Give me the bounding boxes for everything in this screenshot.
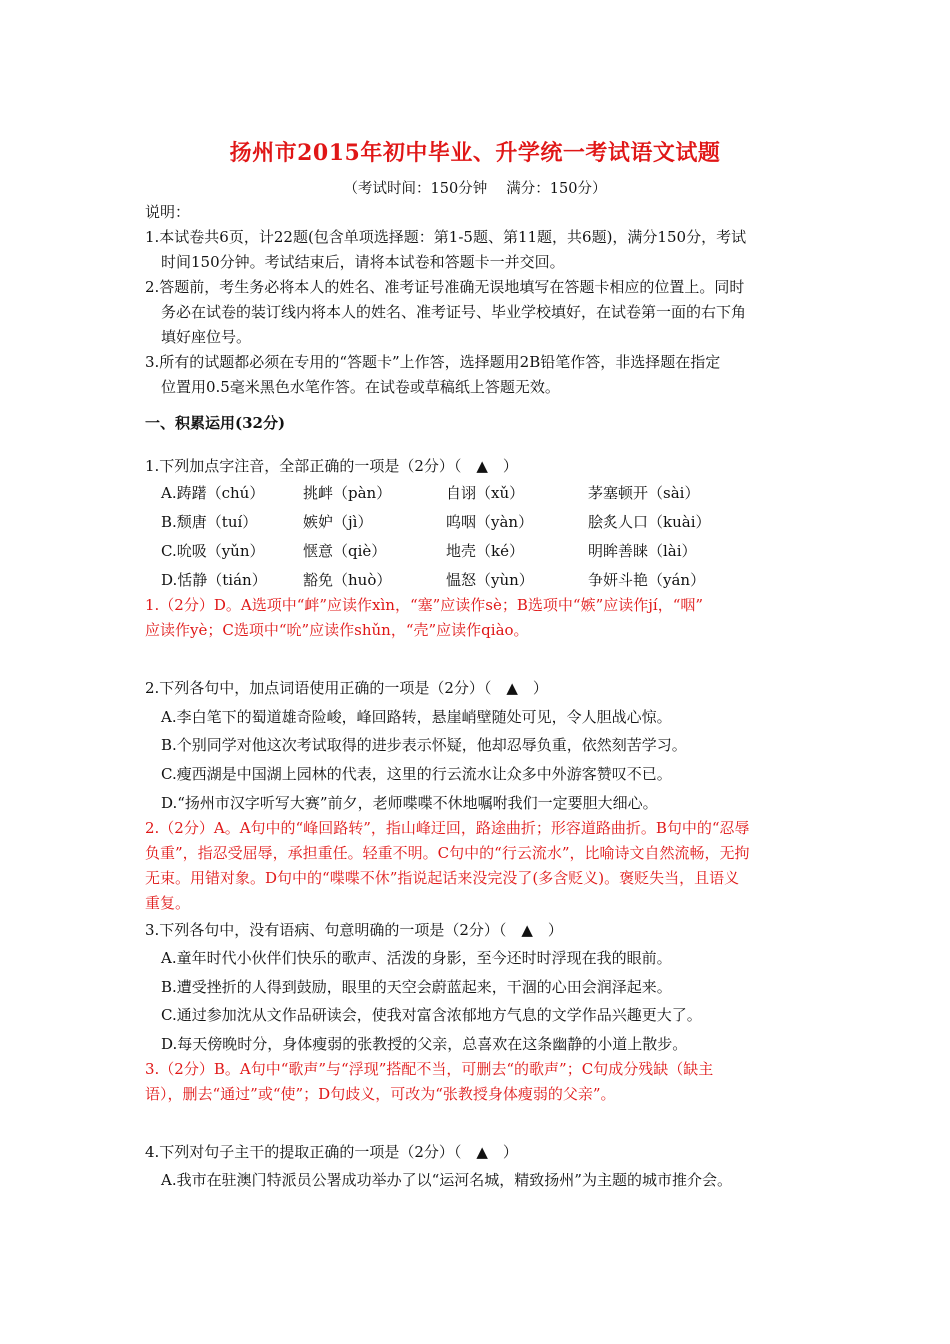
note-2-line-2: 务必在试卷的装订线内将本人的姓名、准考证号、毕业学校填好，在试卷第一面的右下角 [161,303,747,321]
q1-row-d-col-3: 愠怒（yùn） [446,571,534,589]
q1-row-c-col-2: 惬意（qiè） [303,542,387,560]
q4-stem: 4.下列对句子主干的提取正确的一项是（2分）（ ▲ ） [145,1143,518,1161]
q1-row-c-col-4: 明眸善睐（lài） [588,542,697,560]
section-heading: 一、积累运用(32分) [145,414,286,432]
page-title: 扬州市2015年初中毕业、升学统一考试语文试题 [229,140,721,166]
q1-answer-line-1: 1.（2分）D。A选项中“衅”应读作xìn，“塞”应读作sè；B选项中“嫉”应读作jí，“咽” [145,596,704,614]
q3-option-b: B.遭受挫折的人得到鼓励，眼里的天空会蔚蓝起来，干涸的心田会润泽起来。 [161,978,672,996]
notes-heading: 说明： [145,203,191,221]
q1-row-b-col-4: 脍炙人口（kuài） [588,513,711,531]
q3-answer-line-2: 语），删去“通过”或“使”；D句歧义，可改为“张教授身体瘦弱的父亲”。 [145,1085,616,1103]
q1-row-d-col-4: 争妍斗艳（yán） [588,571,706,589]
q1-row-b-col-2: 嫉妒（jì） [303,513,373,531]
q3-option-c: C.通过参加沈从文作品研读会，使我对富含浓郁地方气息的文学作品兴趣更大了。 [161,1006,702,1024]
q2-option-c: C.瘦西湖是中国湖上园林的代表，这里的行云流水让众多中外游客赞叹不已。 [161,765,672,783]
q1-row-a-col-1: A.踌躇（chú） [161,484,265,502]
q1-row-c-col-1: C.吮吸（yǔn） [161,542,265,560]
q3-answer-line-1: 3.（2分）B。A句中“歌声”与“浮现”搭配不当，可删去“的歌声”；C句成分残缺（缺主 [145,1060,714,1078]
q2-answer-line-3: 无束。用错对象。D句中的“喋喋不休”指说起话来没完没了(多含贬义)。褒贬失当，且语义 [145,869,740,887]
q2-answer-line-4: 重复。 [145,894,191,912]
q4-option-a: A.我市在驻澳门特派员公署成功举办了以“运河名城，精致扬州”为主题的城市推介会。 [161,1171,732,1189]
exam-info: （考试时间：150分钟 满分：150分） [343,181,607,197]
q1-row-d-col-2: 豁免（huò） [303,571,392,589]
note-1-line-1: 1.本试卷共6页，计22题(包含单项选择题：第1-5题、第11题，共6题)，满分150分，考试 [145,228,747,246]
q3-option-a: A.童年时代小伙伴们快乐的歌声、活泼的身影，至今还时时浮现在我的眼前。 [161,949,672,967]
q2-option-b: B.个别同学对他这次考试取得的进步表示怀疑，他却忍辱负重，依然刻苦学习。 [161,736,687,754]
q2-option-a: A.李白笔下的蜀道雄奇险峻，峰回路转，悬崖峭壁随处可见，令人胆战心惊。 [161,708,672,726]
note-3-line-1: 3.所有的试题都必须在专用的“答题卡”上作答，选择题用2B铅笔作答，非选择题在指定 [145,353,721,371]
note-2-line-1: 2.答题前，考生务必将本人的姓名、准考证号准确无误地填写在答题卡相应的位置上。同时 [145,278,745,296]
q1-row-c-col-3: 地壳（ké） [446,542,524,560]
note-3-line-2: 位置用0.5毫米黑色水笔作答。在试卷或草稿纸上答题无效。 [161,378,560,396]
note-2-line-3: 填好座位号。 [161,328,252,346]
q1-stem: 1.下列加点字注音，全部正确的一项是（2分）（ ▲ ） [145,457,518,475]
q1-row-a-col-4: 茅塞顿开（sài） [588,484,700,502]
q1-answer-line-2: 应读作yè；C选项中“吮”应读作shǔn，“壳”应读作qiào。 [145,621,529,639]
q1-row-a-col-2: 挑衅（pàn） [303,484,392,502]
q2-answer-line-1: 2.（2分）A。A句中的“峰回路转”，指山峰迂回，路途曲折；形容道路曲折。B句中的“忍辱 [145,819,750,837]
q2-stem: 2.下列各句中，加点词语使用正确的一项是（2分）（ ▲ ） [145,679,548,697]
q1-row-b-col-3: 呜咽（yàn） [446,513,534,531]
q1-row-d-col-1: D.恬静（tián） [161,571,267,589]
q3-option-d: D.每天傍晚时分，身体瘦弱的张教授的父亲，总喜欢在这条幽静的小道上散步。 [161,1035,688,1053]
q1-row-b-col-1: B.颓唐（tuí） [161,513,258,531]
q2-answer-line-2: 负重”，指忍受屈辱，承担重任。轻重不明。C句中的“行云流水”，比喻诗文自然流畅，无拘 [145,844,750,862]
q1-row-a-col-3: 自诩（xǔ） [446,484,525,502]
note-1-line-2: 时间150分钟。考试结束后，请将本试卷和答题卡一并交回。 [161,253,565,271]
q2-option-d: D.“扬州市汉字听写大赛”前夕，老师喋喋不休地嘱咐我们一定要胆大细心。 [161,794,658,812]
q3-stem: 3.下列各句中，没有语病、句意明确的一项是（2分）（ ▲ ） [145,921,563,939]
